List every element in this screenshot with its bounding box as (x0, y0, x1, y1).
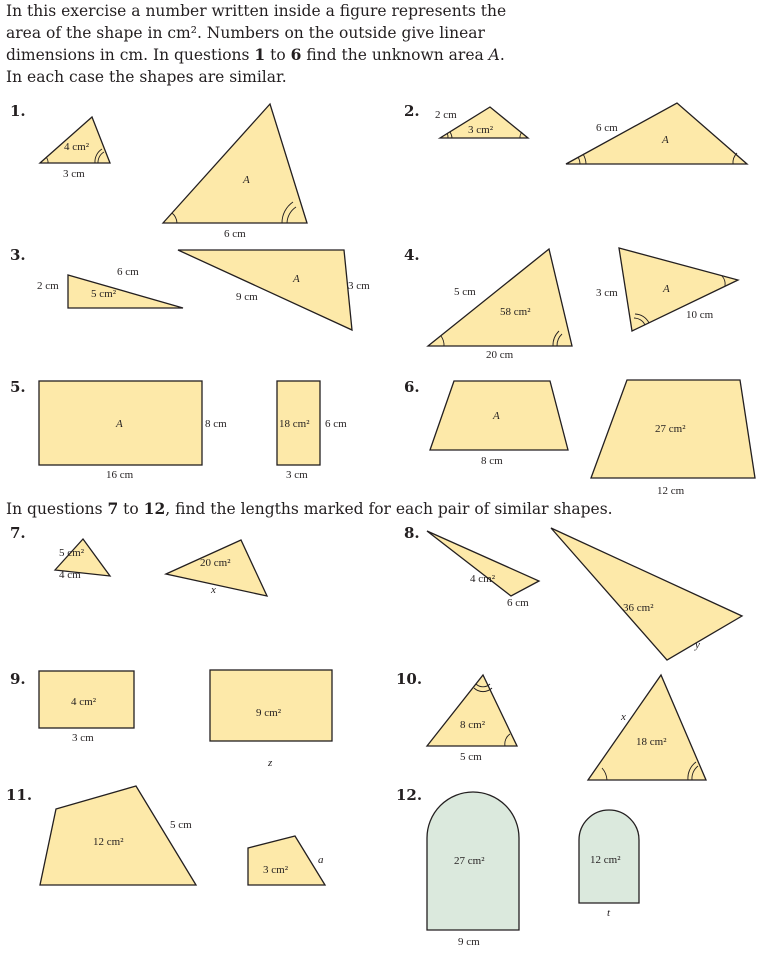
question-number-8: 8. (404, 524, 420, 542)
q8-unknown-length: y (695, 639, 700, 651)
q12-area-label: 27 cm² (454, 855, 485, 867)
intro-text: dimensions in cm. In questions (6, 46, 255, 64)
q8-area-label-2: 36 cm² (623, 602, 654, 614)
q6-unknown-area: A (493, 410, 500, 422)
q12-side-label: 9 cm (458, 936, 480, 948)
q8-area-label: 4 cm² (470, 573, 495, 585)
question-number-4: 4. (404, 246, 420, 264)
q2-side-label-large: 6 cm (596, 122, 618, 134)
q3-side-label-3: 3 cm (348, 280, 370, 292)
q11-small-quadrilateral (248, 836, 325, 885)
q8-side-label: 6 cm (507, 597, 529, 609)
question-number-2: 2. (404, 102, 420, 120)
q9-area-label: 4 cm² (71, 696, 96, 708)
question-ref: 12 (143, 499, 166, 518)
q10-large-triangle (588, 675, 706, 780)
q11-area-label: 12 cm² (93, 836, 124, 848)
question-number-9: 9. (10, 670, 26, 688)
q4-side-label-2: 3 cm (596, 287, 618, 299)
intro-line-4: In each case the shapes are similar. (6, 68, 287, 86)
question-number-6: 6. (404, 378, 420, 396)
q11-unknown-length: a (318, 854, 324, 866)
q8-large-triangle (551, 528, 742, 660)
q3-area-label: 5 cm² (91, 288, 116, 300)
q3-side-label: 2 cm (37, 280, 59, 292)
question-number-12: 12. (396, 786, 423, 804)
intro-line-2: area of the shape in cm². Numbers on the outside give linear (6, 24, 485, 42)
question-ref: 7 (107, 499, 119, 518)
intro-text: to (265, 46, 291, 64)
intro-text: . (499, 46, 505, 64)
question-number-3: 3. (10, 246, 26, 264)
question-number-5: 5. (10, 378, 26, 396)
q7-unknown-length: x (211, 584, 216, 596)
area-symbol: A (488, 46, 500, 64)
q9-side-label: 3 cm (72, 732, 94, 744)
q3-hypotenuse-label: 6 cm (117, 266, 139, 278)
question-number-7: 7. (10, 524, 26, 542)
q5-width-label-2: 3 cm (286, 469, 308, 481)
q9-unknown-length: z (268, 757, 273, 769)
q1-unknown-area: A (243, 174, 250, 186)
q3-small-triangle (68, 275, 183, 308)
q10-area-label-2: 18 cm² (636, 736, 667, 748)
q4-side-label: 5 cm (454, 286, 476, 298)
question-number-11: 11. (6, 786, 33, 804)
q6-base-label-2: 12 cm (657, 485, 685, 497)
q9-area-label-2: 9 cm² (256, 707, 281, 719)
q4-unknown-area: A (663, 283, 670, 295)
q12-unknown-length: t (607, 907, 611, 919)
q3-unknown-area: A (293, 273, 300, 285)
q10-side-label: 5 cm (460, 751, 482, 763)
q5-height-label: 8 cm (205, 418, 227, 430)
question-number-10: 10. (396, 670, 423, 688)
q10-unknown-length: x (621, 711, 626, 723)
q3-large-triangle (178, 250, 352, 330)
q12-area-label-2: 12 cm² (590, 854, 621, 866)
q5-width-label: 16 cm (106, 469, 134, 481)
q2-area-label: 3 cm² (468, 124, 493, 136)
q1-side-label: 3 cm (63, 168, 85, 180)
q2-side-label: 2 cm (435, 109, 457, 121)
q3-side-label-large: 9 cm (236, 291, 258, 303)
question-ref: 6 (290, 45, 302, 64)
q2-unknown-area: A (662, 134, 669, 146)
question-number-1: 1. (10, 102, 26, 120)
q9-large-rectangle (210, 670, 332, 741)
q10-small-triangle (427, 675, 517, 746)
question-ref: 1 (254, 45, 266, 64)
q7-area-label: 5 cm² (59, 547, 84, 559)
q5-unknown-area: A (116, 418, 123, 430)
q1-area-label: 4 cm² (64, 141, 89, 153)
q1-large-triangle (163, 104, 307, 223)
q7-side-label: 4 cm (59, 569, 81, 581)
q6-base-label: 8 cm (481, 455, 503, 467)
q10-area-label: 8 cm² (460, 719, 485, 731)
q4-side-label-3: 10 cm (686, 309, 714, 321)
q4-area-label: 58 cm² (500, 306, 531, 318)
heading-text: , find the lengths marked for each pair of similar shapes. (165, 500, 613, 518)
intro-text: find the unknown area (301, 46, 489, 64)
q2-large-triangle (566, 103, 747, 164)
q6-area-label: 27 cm² (655, 423, 686, 435)
q11-side-label: 5 cm (170, 819, 192, 831)
q11-area-label-2: 3 cm² (263, 864, 288, 876)
q7-area-label-2: 20 cm² (200, 557, 231, 569)
q4-base-label: 20 cm (486, 349, 514, 361)
q8-small-triangle (427, 531, 539, 596)
q5-area-label: 18 cm² (279, 418, 310, 430)
q4-large-triangle (428, 249, 572, 346)
intro-line-1: In this exercise a number written inside a figure represents the (6, 2, 507, 20)
q1-side-label-large: 6 cm (224, 228, 246, 240)
heading-text: In questions (6, 500, 108, 518)
q5-height-label-2: 6 cm (325, 418, 347, 430)
heading-text: to (118, 500, 144, 518)
